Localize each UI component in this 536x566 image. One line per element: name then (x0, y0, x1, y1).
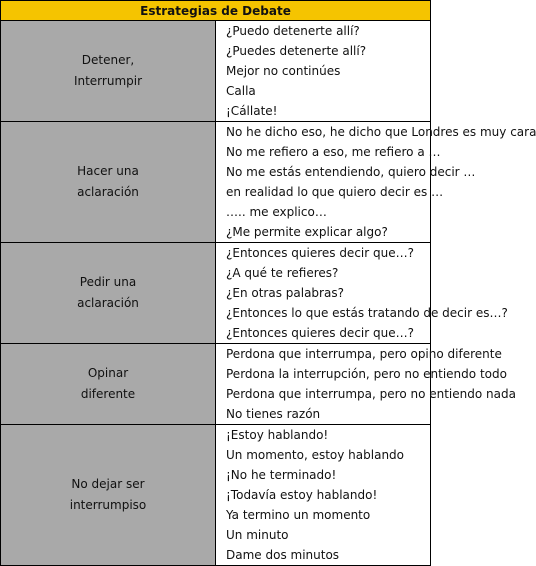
category-label-line: interrumpiso (69, 498, 147, 512)
phrase: ¿Entonces lo que estás tratando de decir es…? (226, 306, 508, 320)
phrase: ¿Puedes detenerte allí? (226, 44, 367, 58)
phrase: ¡Cállate! (226, 104, 278, 118)
category-cell (1, 122, 216, 243)
strategy-row (1, 344, 431, 425)
title-row (1, 1, 431, 21)
phrase: Un minuto (226, 528, 289, 542)
phrase: Mejor no continúes (226, 64, 341, 78)
category-label-line: Pedir una (79, 275, 137, 289)
category-label-line: Opinar (87, 366, 129, 380)
category-label-line: No dejar ser (71, 477, 145, 491)
phrase: Un momento, estoy hablando (226, 448, 405, 462)
phrase: Dame dos minutos (226, 548, 340, 562)
phrase: ¿Me permite explicar algo? (226, 225, 388, 239)
category-cell (1, 425, 216, 566)
phrase: Perdona que interrumpa, pero no entiendo nada (226, 387, 516, 401)
phrase: Ya termino un momento (226, 508, 371, 522)
category-cell (1, 243, 216, 344)
phrases-cell (216, 344, 516, 425)
category-label-line: Interrumpir (73, 74, 143, 88)
phrase: ¡No he terminado! (226, 468, 337, 482)
phrase: ¿A qué te refieres? (226, 266, 339, 280)
phrase: No me refiero a eso, me refiero a … (226, 145, 441, 159)
category-label-line: aclaración (77, 185, 139, 199)
category-label-line: diferente (80, 387, 136, 401)
table-title: Estrategias de Debate (1, 1, 431, 21)
phrase: ….. me explico… (226, 205, 327, 219)
category-label-line: Detener, (81, 53, 135, 67)
phrase: Perdona que interrumpa, pero opino diferente (226, 347, 502, 361)
category-cell (1, 344, 216, 425)
strategy-row (1, 21, 431, 122)
phrases-cell (216, 21, 431, 122)
phrase: ¡Estoy hablando! (226, 428, 329, 442)
phrase: No me estás entendiendo, quiero decir … (226, 165, 476, 179)
phrase: ¿Entonces quieres decir que…? (226, 246, 414, 260)
phrase: No tienes razón (226, 407, 321, 421)
strategy-row (1, 243, 431, 344)
strategy-row (1, 425, 431, 566)
category-cell (1, 21, 216, 122)
phrase: ¿Entonces quieres decir que…? (226, 326, 414, 340)
category-label-line: aclaración (77, 296, 139, 310)
phrase: en realidad lo que quiero decir es … (226, 185, 444, 199)
phrase: ¿Puedo detenerte allí? (226, 24, 360, 38)
category-label-line: Hacer una (77, 164, 139, 178)
phrase: Perdona la interrupción, pero no entiendo todo (226, 367, 507, 381)
phrases-cell (216, 425, 431, 566)
phrase: ¿En otras palabras? (226, 286, 344, 300)
phrase: Calla (226, 84, 256, 98)
phrases-cell (216, 122, 536, 243)
phrase: No he dicho eso, he dicho que Londres es muy cara (226, 125, 536, 139)
phrases-cell (216, 243, 508, 344)
strategy-row (1, 122, 431, 243)
phrase: ¡Todavía estoy hablando! (226, 488, 378, 502)
